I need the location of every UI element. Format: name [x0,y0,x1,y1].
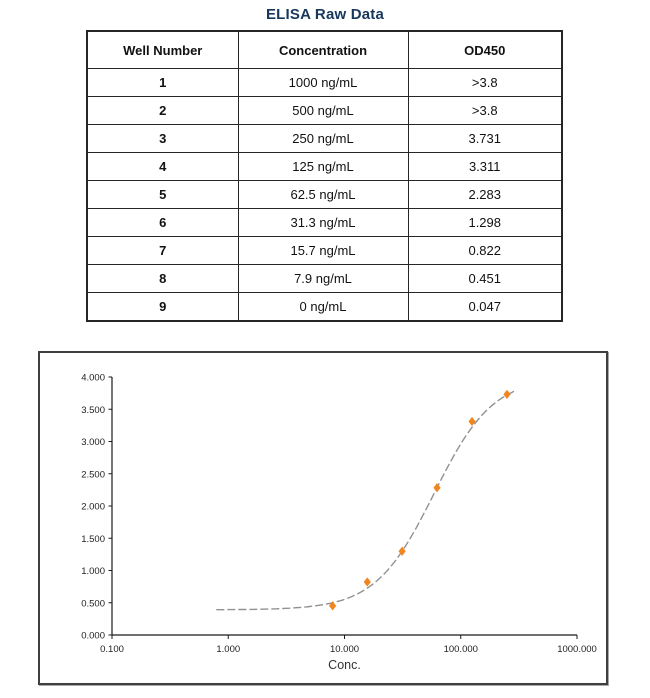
table-row [87,237,562,265]
od450-cell: 2.283 [408,181,562,209]
well-number-cell: 1 [87,69,238,97]
y-axis-tick-label: 2.500 [81,469,105,481]
x-axis-tick-label: 0.100 [100,644,124,655]
data-point-marker [364,577,371,586]
well-number-cell: 3 [87,125,238,153]
standard-curve-plot [40,353,606,683]
well-number-cell: 9 [87,293,238,322]
concentration-cell: 0 ng/mL [238,293,408,322]
concentration-cell: 31.3 ng/mL [238,209,408,237]
x-axis-tick-label: 1000.000 [557,644,597,655]
concentration-cell: 125 ng/mL [238,153,408,181]
elisa-raw-data-table [86,30,563,322]
data-point-marker [503,390,510,399]
table-row [87,153,562,181]
table-row [87,209,562,237]
well-number-cell: 8 [87,265,238,293]
concentration-cell: 7.9 ng/mL [238,265,408,293]
table-row [87,69,562,97]
concentration-cell: 500 ng/mL [238,97,408,125]
data-point-marker [433,483,440,492]
table-body [87,69,562,322]
well-number-cell: 2 [87,97,238,125]
od450-cell: 3.311 [408,153,562,181]
table-row [87,181,562,209]
concentration-cell: 250 ng/mL [238,125,408,153]
od450-cell: 3.731 [408,125,562,153]
page-title: ELISA Raw Data [265,6,385,23]
well-number-cell: 4 [87,153,238,181]
y-axis-tick-label: 3.500 [81,404,105,416]
data-point-marker [468,417,475,426]
od450-cell: 0.047 [408,293,562,322]
x-axis-tick-label: 10.000 [329,644,360,655]
x-axis-tick-label: 100.000 [443,644,478,655]
concentration-cell: 1000 ng/mL [238,69,408,97]
well-number-cell: 7 [87,237,238,265]
table-header-row [87,31,562,69]
column-header-well-number: Well Number [87,31,238,69]
table-row [87,293,562,322]
concentration-cell: 62.5 ng/mL [238,181,408,209]
table-row [87,97,562,125]
y-axis-tick-label: 1.000 [81,566,105,577]
y-axis-tick-label: 4.000 [81,372,105,384]
well-number-cell: 6 [87,209,238,237]
table-row [87,125,562,153]
column-header-od450: OD450 [408,31,562,69]
x-axis-title: Conc. [328,658,361,672]
y-axis-tick-label: 0.500 [81,598,105,610]
od450-cell: 0.822 [408,237,562,265]
y-axis-tick-label: 0.000 [81,630,105,642]
y-axis-tick-label: 1.500 [81,533,105,545]
od450-cell: 0.451 [408,265,562,293]
y-axis-tick-label: 3.000 [81,437,105,448]
well-number-cell: 5 [87,181,238,209]
table-header [87,31,562,69]
column-header-concentration: Concentration [238,31,408,69]
concentration-cell: 15.7 ng/mL [238,237,408,265]
x-axis-tick-label: 1.000 [216,644,241,655]
standard-curve-chart [38,351,608,685]
y-axis-tick-label: 2.000 [81,501,105,513]
table-row [87,265,562,293]
od450-cell: >3.8 [408,97,562,125]
od450-cell: 1.298 [408,209,562,237]
od450-cell: >3.8 [408,69,562,97]
